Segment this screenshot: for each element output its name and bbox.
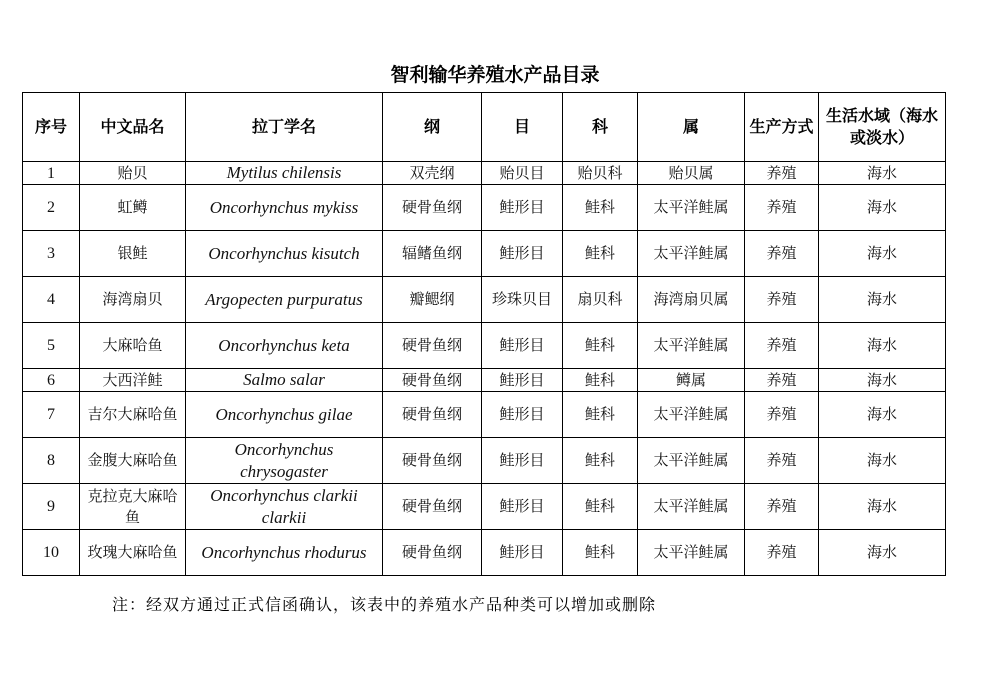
cell-water-habitat: 海水 <box>819 438 946 484</box>
table-row <box>23 162 946 185</box>
cell-family: 鲑科 <box>563 323 638 369</box>
cell-serial-number: 3 <box>23 231 80 277</box>
cell-class: 硬骨鱼纲 <box>383 369 482 392</box>
cell-class: 硬骨鱼纲 <box>383 484 482 530</box>
footnote: 注：经双方通过正式信函确认，该表中的养殖水产品种类可以增加或删除 <box>112 595 657 614</box>
table-row <box>23 185 946 231</box>
cell-genus: 太平洋鲑属 <box>638 530 745 576</box>
cell-family: 鲑科 <box>563 484 638 530</box>
cell-production-method: 养殖 <box>745 369 819 392</box>
cell-class: 瓣鳃纲 <box>383 277 482 323</box>
cell-production-method: 养殖 <box>745 530 819 576</box>
cell-serial-number: 2 <box>23 185 80 231</box>
cell-order: 鲑形目 <box>482 530 563 576</box>
table-header-row <box>23 93 946 162</box>
cell-latin-name: Oncorhynchus keta <box>186 323 383 369</box>
cell-genus: 太平洋鲑属 <box>638 392 745 438</box>
cell-water-habitat: 海水 <box>819 231 946 277</box>
header-family: 科 <box>563 93 638 162</box>
cell-class: 硬骨鱼纲 <box>383 392 482 438</box>
cell-genus: 太平洋鲑属 <box>638 185 745 231</box>
cell-production-method: 养殖 <box>745 484 819 530</box>
cell-chinese-name: 贻贝 <box>80 162 186 185</box>
cell-family: 鲑科 <box>563 530 638 576</box>
cell-chinese-name: 大麻哈鱼 <box>80 323 186 369</box>
table-row <box>23 392 946 438</box>
cell-production-method: 养殖 <box>745 231 819 277</box>
cell-production-method: 养殖 <box>745 392 819 438</box>
cell-genus: 太平洋鲑属 <box>638 438 745 484</box>
cell-order: 鲑形目 <box>482 323 563 369</box>
header-serial-number: 序号 <box>23 93 80 162</box>
cell-class: 硬骨鱼纲 <box>383 323 482 369</box>
header-water-habitat: 生活水域（海水或淡水） <box>819 93 946 162</box>
cell-order: 鲑形目 <box>482 185 563 231</box>
cell-water-habitat: 海水 <box>819 369 946 392</box>
cell-water-habitat: 海水 <box>819 484 946 530</box>
cell-serial-number: 6 <box>23 369 80 392</box>
cell-latin-name: Oncorhynchus kisutch <box>186 231 383 277</box>
cell-water-habitat: 海水 <box>819 392 946 438</box>
header-production-method: 生产方式 <box>745 93 819 162</box>
cell-chinese-name: 海湾扇贝 <box>80 277 186 323</box>
cell-production-method: 养殖 <box>745 162 819 185</box>
cell-genus: 贻贝属 <box>638 162 745 185</box>
cell-class: 辐鳍鱼纲 <box>383 231 482 277</box>
cell-production-method: 养殖 <box>745 323 819 369</box>
cell-class: 双壳纲 <box>383 162 482 185</box>
cell-class: 硬骨鱼纲 <box>383 185 482 231</box>
table-row <box>23 438 946 484</box>
cell-latin-name: Oncorhynchus mykiss <box>186 185 383 231</box>
cell-family: 鲑科 <box>563 231 638 277</box>
cell-family: 鲑科 <box>563 438 638 484</box>
cell-serial-number: 5 <box>23 323 80 369</box>
header-chinese-name: 中文品名 <box>80 93 186 162</box>
cell-order: 鲑形目 <box>482 392 563 438</box>
cell-order: 贻贝目 <box>482 162 563 185</box>
cell-serial-number: 4 <box>23 277 80 323</box>
cell-serial-number: 10 <box>23 530 80 576</box>
cell-chinese-name: 虹鳟 <box>80 185 186 231</box>
cell-order: 鲑形目 <box>482 438 563 484</box>
cell-latin-name: Oncorhynchus rhodurus <box>186 530 383 576</box>
cell-genus: 海湾扇贝属 <box>638 277 745 323</box>
header-genus: 属 <box>638 93 745 162</box>
cell-chinese-name: 银鲑 <box>80 231 186 277</box>
cell-production-method: 养殖 <box>745 438 819 484</box>
header-latin-name: 拉丁学名 <box>186 93 383 162</box>
cell-water-habitat: 海水 <box>819 162 946 185</box>
cell-latin-name: Oncorhynchus chrysogaster <box>186 438 383 484</box>
cell-serial-number: 8 <box>23 438 80 484</box>
cell-family: 贻贝科 <box>563 162 638 185</box>
cell-serial-number: 1 <box>23 162 80 185</box>
cell-latin-name: Oncorhynchus gilae <box>186 392 383 438</box>
cell-latin-name: Mytilus chilensis <box>186 162 383 185</box>
product-catalog-table <box>22 92 946 576</box>
table-row <box>23 277 946 323</box>
table-row <box>23 530 946 576</box>
cell-order: 鲑形目 <box>482 231 563 277</box>
cell-water-habitat: 海水 <box>819 530 946 576</box>
cell-family: 鲑科 <box>563 185 638 231</box>
cell-class: 硬骨鱼纲 <box>383 530 482 576</box>
cell-genus: 太平洋鲑属 <box>638 231 745 277</box>
cell-chinese-name: 金腹大麻哈鱼 <box>80 438 186 484</box>
cell-genus: 太平洋鲑属 <box>638 484 745 530</box>
cell-order: 鲑形目 <box>482 484 563 530</box>
cell-family: 鲑科 <box>563 392 638 438</box>
page-title: 智利输华养殖水产品目录 <box>390 64 600 86</box>
cell-genus: 鳟属 <box>638 369 745 392</box>
header-class: 纲 <box>383 93 482 162</box>
cell-chinese-name: 克拉克大麻哈鱼 <box>80 484 186 530</box>
cell-order: 珍珠贝目 <box>482 277 563 323</box>
cell-serial-number: 7 <box>23 392 80 438</box>
cell-genus: 太平洋鲑属 <box>638 323 745 369</box>
cell-water-habitat: 海水 <box>819 277 946 323</box>
cell-production-method: 养殖 <box>745 277 819 323</box>
cell-class: 硬骨鱼纲 <box>383 438 482 484</box>
cell-latin-name: Argopecten purpuratus <box>186 277 383 323</box>
cell-order: 鲑形目 <box>482 369 563 392</box>
cell-family: 扇贝科 <box>563 277 638 323</box>
table-row <box>23 323 946 369</box>
table-row <box>23 369 946 392</box>
header-order: 目 <box>482 93 563 162</box>
cell-water-habitat: 海水 <box>819 185 946 231</box>
cell-chinese-name: 大西洋鲑 <box>80 369 186 392</box>
cell-latin-name: Oncorhynchus clarkii clarkii <box>186 484 383 530</box>
cell-chinese-name: 吉尔大麻哈鱼 <box>80 392 186 438</box>
table-row <box>23 484 946 530</box>
cell-serial-number: 9 <box>23 484 80 530</box>
table-row <box>23 231 946 277</box>
cell-chinese-name: 玫瑰大麻哈鱼 <box>80 530 186 576</box>
cell-production-method: 养殖 <box>745 185 819 231</box>
cell-family: 鲑科 <box>563 369 638 392</box>
cell-water-habitat: 海水 <box>819 323 946 369</box>
cell-latin-name: Salmo salar <box>186 369 383 392</box>
